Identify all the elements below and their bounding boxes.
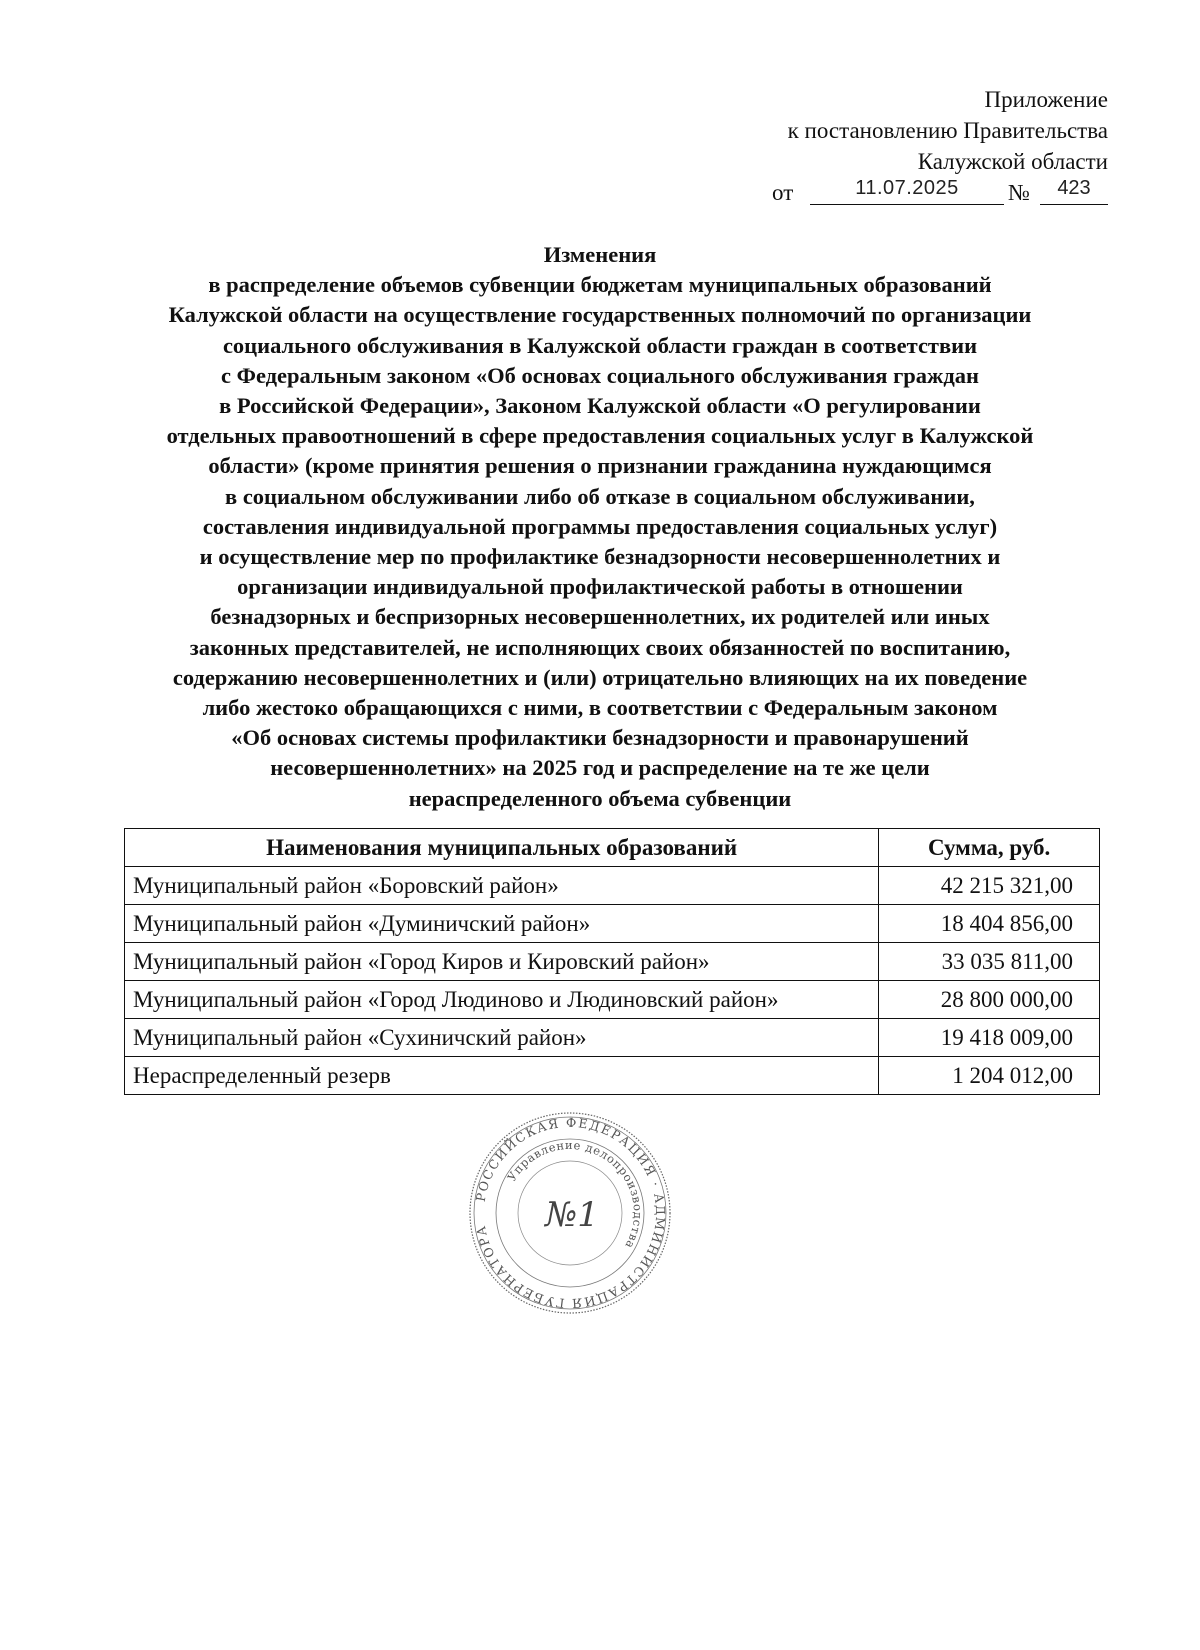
distribution-table-wrap <box>124 828 1100 1095</box>
row-sum: 28 800 000,00 <box>879 981 1100 1019</box>
document-date: 11.07.2025 <box>810 176 1004 205</box>
row-sum: 19 418 009,00 <box>879 1019 1100 1057</box>
title-line: социального обслуживания в Калужской области граждан в соответствии <box>222 332 978 358</box>
title-line: нераспределенного объема субвенции <box>408 785 792 811</box>
appendix-resolution-line: к постановлению Правительства <box>787 118 1108 143</box>
title-line: в распределение объемов субвенции бюджетам муниципальных образований <box>208 272 992 298</box>
number-label: № <box>1008 180 1030 205</box>
row-name: Нераспределенный резерв <box>125 1057 879 1095</box>
row-sum: 33 035 811,00 <box>879 943 1100 981</box>
title-line: составления индивидуальной программы предоставления социальных услуг) <box>202 513 998 539</box>
title-line: и осуществление мер по профилактике безнадзорности несовершеннолетних и <box>199 544 1001 570</box>
title-heading: Изменения <box>543 242 657 267</box>
official-stamp <box>460 1108 680 1318</box>
title-line: «Об основах системы профилактики безнадзорности и правонарушений <box>231 725 969 751</box>
table-row <box>125 867 1100 905</box>
date-label: от <box>772 180 794 205</box>
document-number: 423 <box>1040 176 1108 205</box>
title-line: в социальном обслуживании либо об отказе в социальном обслуживании, <box>225 483 975 509</box>
table-row <box>125 981 1100 1019</box>
title-line: законных представителей, не исполняющих своих обязанностей по воспитанию, <box>189 634 1011 660</box>
stamp-inner-text: Управление делопроизводства <box>504 1137 646 1252</box>
title-line: Калужской области на осуществление государственных полномочий по организации <box>168 302 1032 328</box>
stamp-icon <box>460 1108 680 1318</box>
stamp-outer-text: РОССИЙСКАЯ ФЕДЕРАЦИЯ · АДМИНИСТРАЦИЯ ГУБЕРНАТОРА <box>472 1114 669 1312</box>
table-row <box>125 905 1100 943</box>
row-name: Муниципальный район «Город Киров и Кировский район» <box>125 943 879 981</box>
row-name: Муниципальный район «Сухиничский район» <box>125 1019 879 1057</box>
title-line: организации индивидуальной профилактической работы в отношении <box>237 574 963 600</box>
title-line: в Российской Федерации», Законом Калужской области «О регулировании <box>219 393 981 419</box>
header-name: Наименования муниципальных образований <box>125 829 879 867</box>
appendix-region-line: Калужской области <box>917 149 1108 174</box>
row-name: Муниципальный район «Город Людиново и Людиновский район» <box>125 981 879 1019</box>
title-line: отдельных правоотношений в сфере предоставления социальных услуг в Калужской <box>166 423 1034 449</box>
table-row <box>125 943 1100 981</box>
row-sum: 42 215 321,00 <box>879 867 1100 905</box>
document-title <box>110 240 1090 814</box>
row-name: Муниципальный район «Думиничский район» <box>125 905 879 943</box>
date-number-row <box>772 176 1108 210</box>
appendix-header <box>588 84 1108 177</box>
appendix-title: Приложение <box>984 87 1108 112</box>
row-sum: 1 204 012,00 <box>879 1057 1100 1095</box>
title-line: области» (кроме принятия решения о признании гражданина нуждающимся <box>208 453 992 479</box>
row-name: Муниципальный район «Боровский район» <box>125 867 879 905</box>
title-line: безнадзорных и беспризорных несовершеннолетних, их родителей или иных <box>210 604 990 630</box>
row-sum: 18 404 856,00 <box>879 905 1100 943</box>
stamp-center-number: №1 <box>545 1195 599 1235</box>
title-line: с Федеральным законом «Об основах социального обслуживания граждан <box>221 362 979 388</box>
title-line: несовершеннолетних» на 2025 год и распределение на те же цели <box>270 755 930 781</box>
header-sum: Сумма, руб. <box>879 829 1100 867</box>
title-line: либо жестоко обращающихся с ними, в соответствии с Федеральным законом <box>202 695 998 721</box>
table-row <box>125 1057 1100 1095</box>
table-header-row <box>125 829 1100 867</box>
table-row <box>125 1019 1100 1057</box>
title-line: содержанию несовершеннолетних и (или) отрицательно влияющих на их поведение <box>172 664 1028 690</box>
distribution-table <box>124 828 1100 1095</box>
